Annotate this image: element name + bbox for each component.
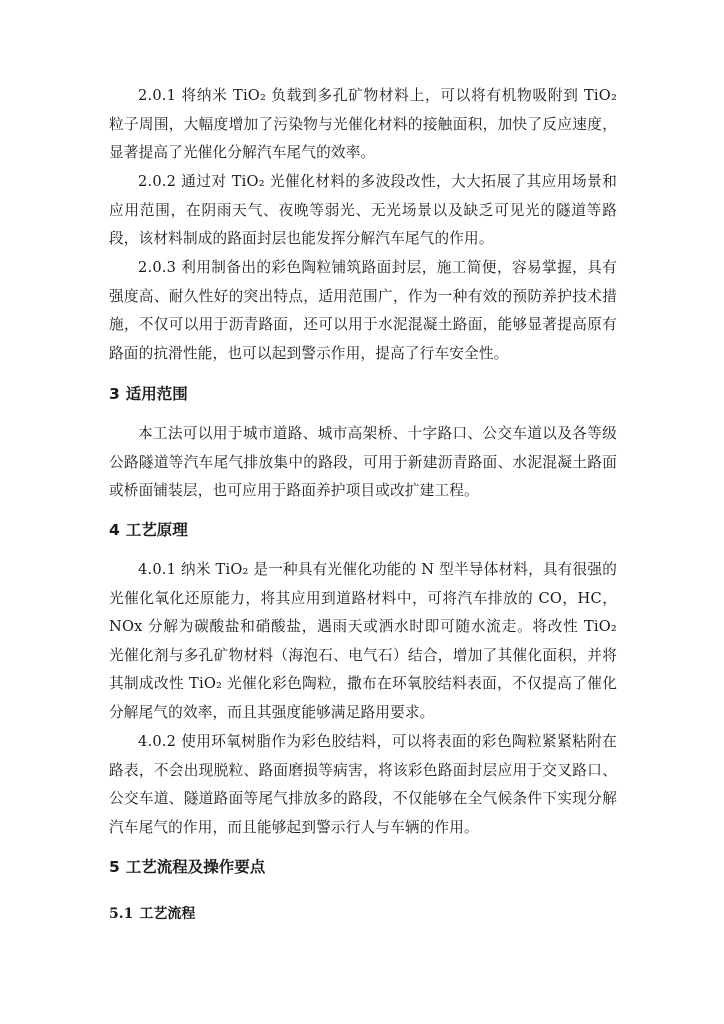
section-number: 3	[109, 385, 120, 403]
paragraph-2-0-1: 2.0.1 将纳米 TiO₂ 负载到多孔矿物材料上，可以将有机物吸附到 TiO₂ 粒子周围，大幅度增加了污染物与光催化材料的接触面积，加快了反应速度，显著提高了光催化分解汽车尾气的效率。	[109, 87, 617, 162]
subsection-heading-5-1	[109, 904, 195, 924]
subsection-number: 5.1	[109, 906, 134, 922]
paragraph-2-0-3: 2.0.3 利用制备出的彩色陶粒铺筑路面封层，施工简便，容易掌握，具有强度高、耐久性好的突出特点，适用范围广，作为一种有效的预防养护技术措施，不仅可以用于沥青路面，还可以用于水泥混凝土路面，能够显著提高原有路面的抗滑性能，也可以起到警示作用，提高了行车安全性。	[109, 259, 617, 362]
section-heading-3	[109, 384, 188, 404]
paragraph-4-0-2: 4.0.2 使用环氧树脂作为彩色胶结料，可以将表面的彩色陶粒紧紧粘附在路表，不会出现脱粒、路面磨损等病害，将该彩色路面封层应用于交叉路口、公交车道、隧道路面等尾气排放多的路段，不仅能够在全气候条件下实现分解汽车尾气的作用，而且能够起到警示行人与车辆的作用。	[109, 733, 617, 836]
paragraph-4-0-1: 4.0.1 纳米 TiO₂ 是一种具有光催化功能的 N 型半导体材料，具有很强的光催化氧化还原能力，将其应用到道路材料中，可将汽车排放的 CO，HC，NOx 分解为碳酸盐和硝酸盐，遇雨天或洒水时即可随水流走。将改性 TiO₂ 光催化剂与多孔矿物材料（海泡石、电气石）结合，增加了其催化面积，并将其制成改性 TiO₂ 光催化彩色陶粒，撒布在环氧胶结料表面，不仅提高了催化分解尾气的效率，而且其强度能够满足路用要求。	[109, 561, 617, 721]
section-title: 工艺原理	[125, 521, 188, 539]
section-heading-4	[109, 520, 188, 540]
paragraph-3: 本工法可以用于城市道路、城市高架桥、十字路口、公交车道以及各等级公路隧道等汽车尾气排放集中的路段，可用于新建沥青路面、水泥混凝土路面或桥面铺装层，也可应用于路面养护项目或改扩建工程。	[109, 425, 617, 500]
section-heading-5	[109, 857, 265, 877]
section-number: 4	[109, 521, 120, 539]
section-number: 5	[109, 858, 120, 876]
section-title: 工艺流程及操作要点	[125, 858, 266, 876]
section-title: 适用范围	[125, 385, 188, 403]
paragraph-2-0-2: 2.0.2 通过对 TiO₂ 光催化材料的多波段改性，大大拓展了其应用场景和应用范围，在阴雨天气、夜晚等弱光、无光场景以及缺乏可见光的隧道等路段，该材料制成的路面封层也能发挥分解汽车尾气的作用。	[109, 173, 617, 248]
subsection-title: 工艺流程	[139, 906, 196, 922]
